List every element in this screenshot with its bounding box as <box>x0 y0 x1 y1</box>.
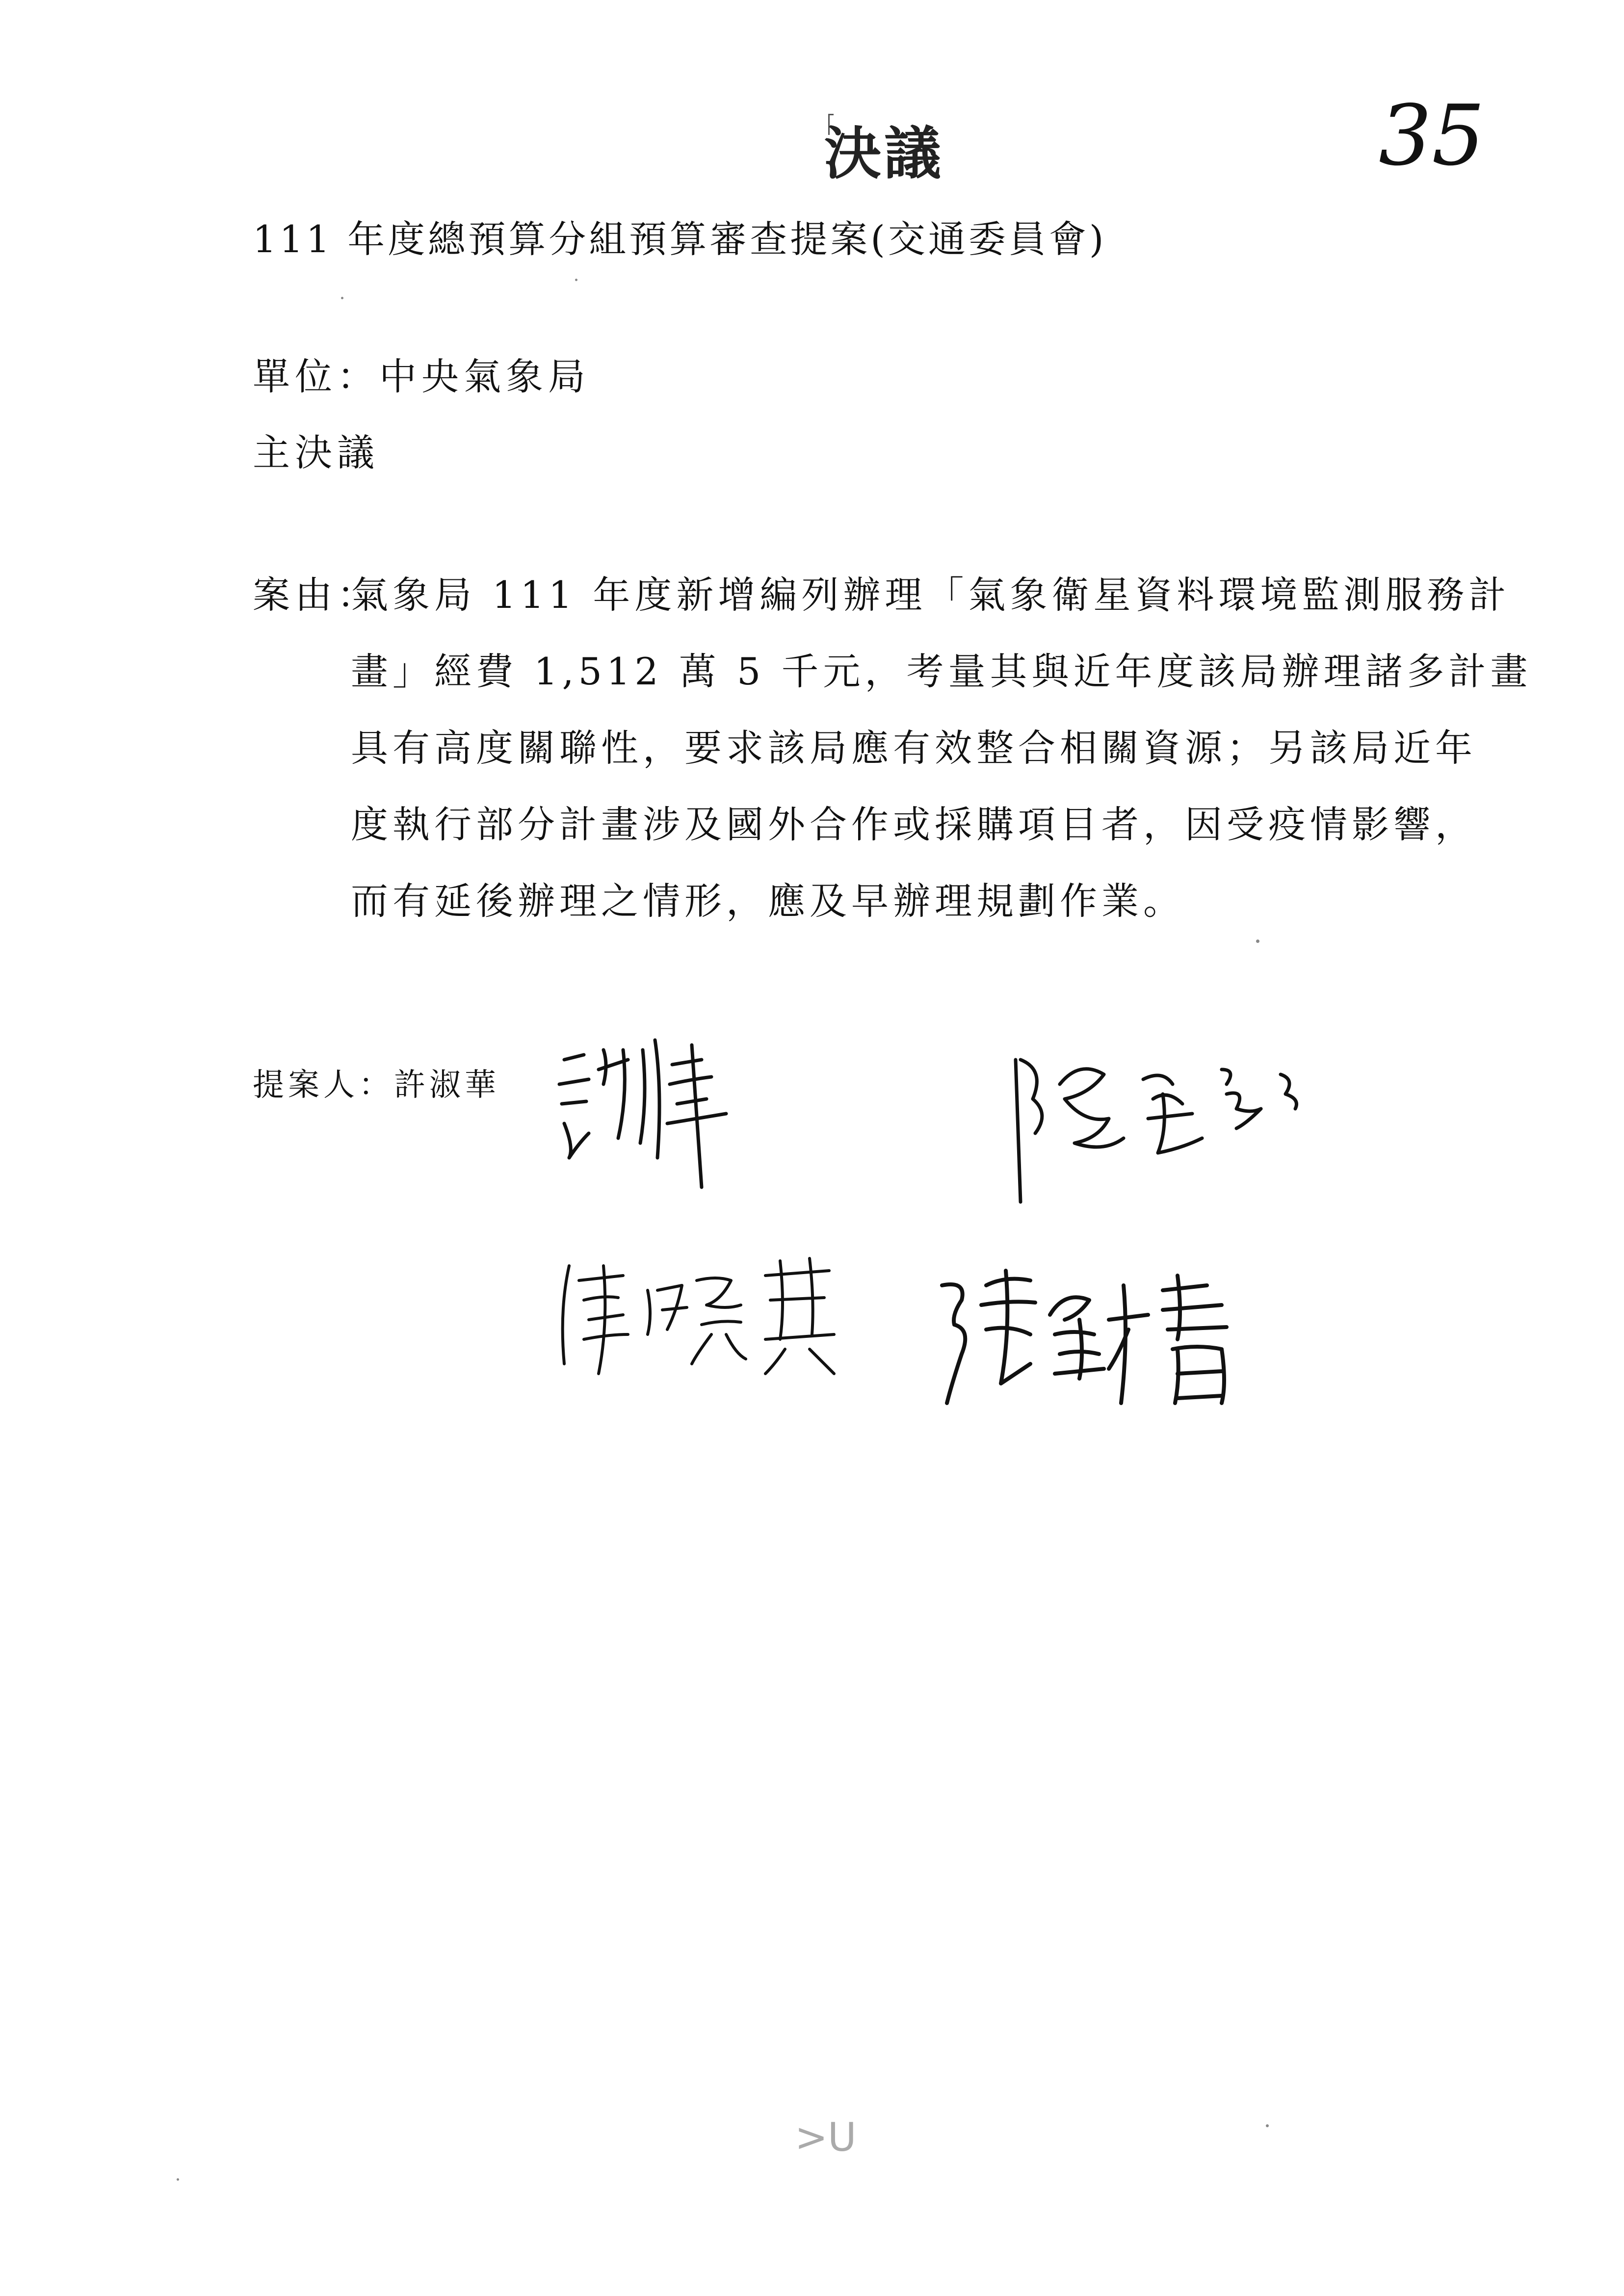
case-line: 氣象局 111 年度新增編列辦理「氣象衛星資料環境監測服務計 <box>351 573 1511 617</box>
signature-1 <box>550 1030 756 1207</box>
main-resolution-label: 主決議 <box>253 431 379 474</box>
signature-3 <box>550 1236 854 1383</box>
case-body <box>351 573 1532 959</box>
case-label: 案由： <box>253 573 379 617</box>
document-header: 111 年度總預算分組預算審查提案(交通委員會) <box>253 217 1107 261</box>
scan-speck <box>1256 939 1259 943</box>
signature-4 <box>932 1256 1276 1433</box>
case-line: 度執行部分計畫涉及國外合作或採購項目者，因受疫情影響， <box>351 803 1477 846</box>
case-line: 畫」經費 1,512 萬 5 千元，考量其與近年度該局辦理諸多計畫 <box>351 650 1532 693</box>
resolution-stamp: 決議 <box>824 120 944 187</box>
scan-speck <box>575 279 577 281</box>
case-line: 具有高度關聯性，要求該局應有效整合相關資源；另該局近年 <box>351 726 1477 770</box>
proposer-label: 提案人：許淑華 <box>253 1067 500 1103</box>
scan-speck <box>341 297 343 299</box>
unit-line: 單位：中央氣象局 <box>253 355 590 398</box>
case-line: 而有延後辦理之情形，應及早辦理規劃作業。 <box>351 879 1185 923</box>
faint-footer-mark: >U <box>795 2114 857 2160</box>
signature-2 <box>1006 1040 1325 1217</box>
scan-speck <box>1266 2124 1269 2127</box>
scan-speck <box>177 2178 179 2181</box>
handwritten-page-number: 35 <box>1379 87 1485 184</box>
